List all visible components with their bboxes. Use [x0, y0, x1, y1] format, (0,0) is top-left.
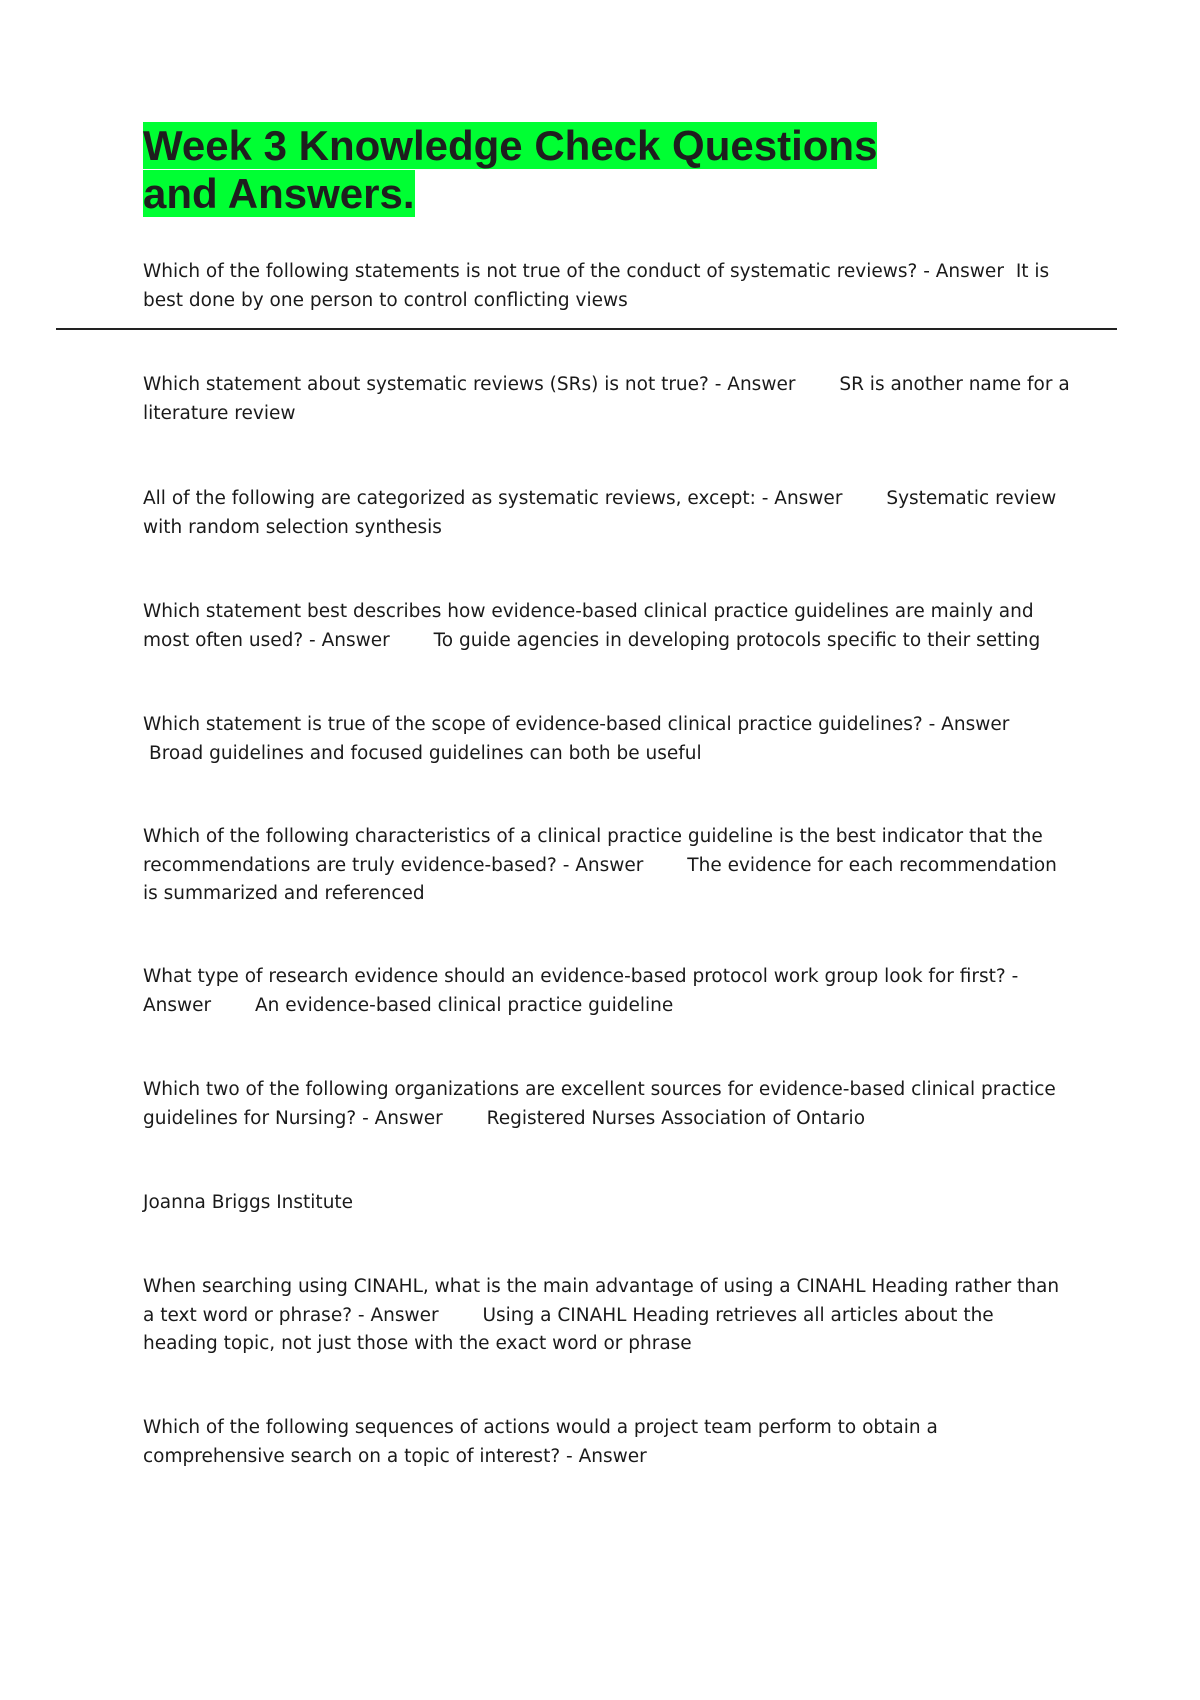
answer-text: Broad guidelines and focused guidelines can both be useful — [149, 742, 702, 764]
title-line-2: and Answers. — [143, 170, 415, 217]
question-text: All of the following are categorized as systematic reviews, except: - Answer — [143, 488, 843, 509]
qa-item-10 — [143, 1273, 1073, 1359]
question-text: Which of the following characteristics of a clinical practice guideline is the best indicator that the recommendations are truly evidence-based? - Answer — [143, 826, 1043, 876]
question-text: What type of research evidence should an evidence-based protocol work group look for first? - Answer — [143, 966, 1019, 1016]
answer-text: To guide agencies in developing protocols specific to their setting — [433, 629, 1041, 651]
answer-text: SR is another name for a literature review — [143, 374, 1070, 424]
qa-item-7 — [143, 963, 1073, 1020]
qa-item-9 — [143, 1189, 1073, 1218]
qa-item-5 — [143, 711, 1073, 768]
document-title — [143, 122, 1043, 218]
answer-text: Systematic review with random selection synthesis — [143, 488, 1057, 538]
horizontal-divider — [56, 328, 1117, 330]
question-text: Which statement best describes how evidence-based clinical practice guidelines are mainly and most often used? - Answer — [143, 601, 1034, 651]
question-text: Which statement about systematic reviews (SRs) is not true? - Answer — [143, 374, 796, 395]
qa-item-11 — [143, 1414, 1073, 1471]
qa-item-8 — [143, 1076, 1073, 1133]
question-text: Which of the following sequences of actions would a project team perform to obtain a comprehensive search on a topic of interest? - Answer — [143, 1417, 938, 1467]
answer-text: It is best done by one person to control conflicting views — [143, 261, 1050, 311]
answer-text: Using a CINAHL Heading retrieves all articles about the heading topic, not just those with the exact word or phrase — [143, 1304, 994, 1354]
question-text: Which two of the following organizations are excellent sources for evidence-based clinical practice guidelines for Nursing? - Answer — [143, 1079, 1056, 1129]
question-text: Which of the following statements is not true of the conduct of systematic reviews? - Answer — [143, 261, 1004, 282]
qa-item-6 — [143, 823, 1073, 909]
question-text: When searching using CINAHL, what is the main advantage of using a CINAHL Heading rather than a text word or phrase? - Answer — [143, 1276, 1060, 1326]
qa-item-3 — [143, 485, 1073, 542]
qa-item-4 — [143, 598, 1073, 655]
question-text: Joanna Briggs Institute — [143, 1192, 354, 1213]
question-text: Which statement is true of the scope of evidence-based clinical practice guidelines? - Answer — [143, 714, 1010, 735]
title-line-1: Week 3 Knowledge Check Questions — [143, 122, 878, 169]
answer-text: The evidence for each recommendation is summarized and referenced — [143, 854, 1057, 904]
answer-text: Registered Nurses Association of Ontario — [486, 1107, 866, 1129]
answer-text: An evidence-based clinical practice guideline — [255, 994, 674, 1016]
qa-item-2 — [143, 371, 1073, 428]
qa-item-1 — [143, 258, 1073, 315]
